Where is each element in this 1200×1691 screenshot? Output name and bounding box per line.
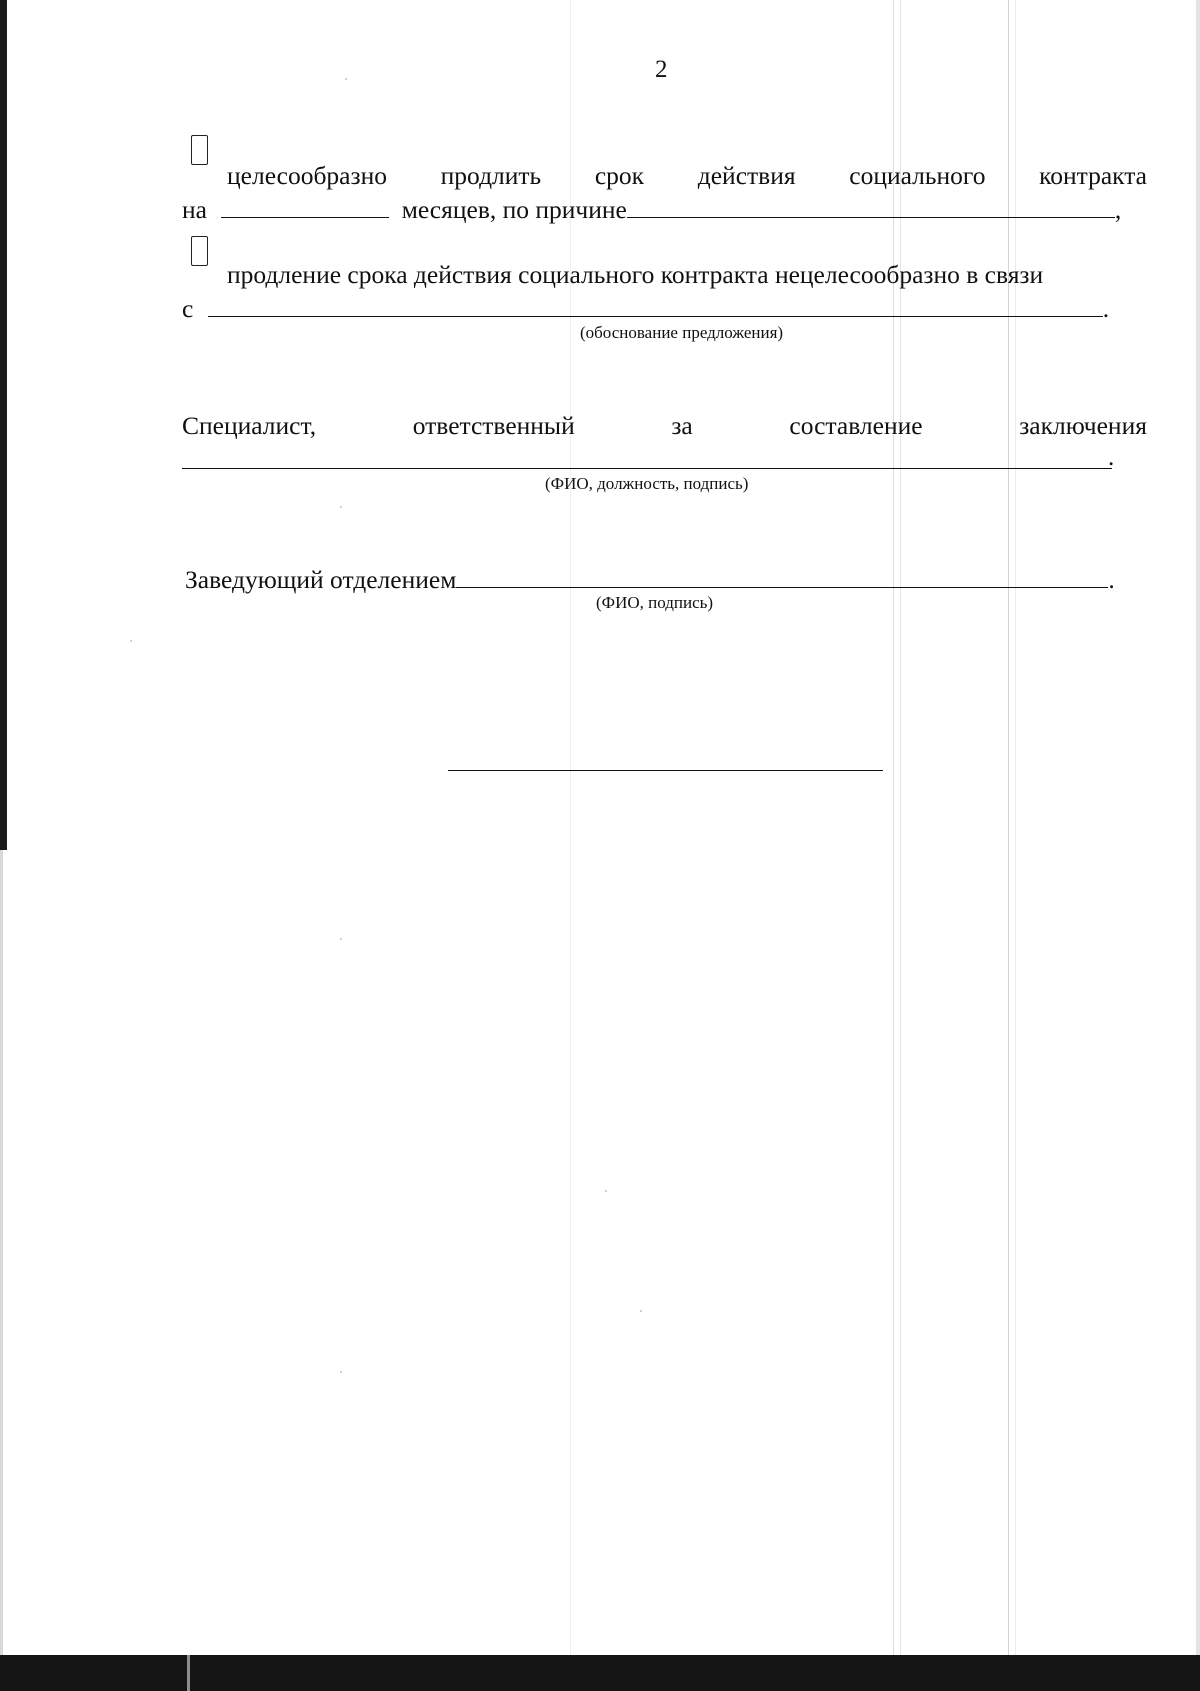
word: контракта [1039,161,1147,190]
head-line [185,561,1145,593]
word: действия [697,161,796,190]
scan-fold-line [1015,0,1016,1655]
scan-speck [640,1310,642,1312]
extend-line-2 [182,191,1147,223]
scan-speck [340,506,342,508]
scan-edge-left [0,0,7,850]
extend-middle: месяцев, по причине [401,195,627,224]
checkbox-extend[interactable] [191,135,208,165]
word: продлить [440,161,542,190]
justification-caption: (обоснование предложения) [580,323,784,342]
word: Специалист, [182,411,317,440]
word: заключения [1019,411,1147,440]
page-number: 2 [655,56,668,83]
extend-prefix: на [182,195,207,224]
scan-speck [345,78,347,80]
word: срок [594,161,645,190]
months-field[interactable] [221,191,389,218]
extend-end: , [1114,195,1122,224]
reason-field[interactable] [627,191,1115,218]
no-extend-end: . [1102,294,1110,323]
no-extend-prefix: с [182,294,194,323]
no-extend-line-1: продление срока действия социального контракта нецелесообразно в связи [227,260,1044,289]
no-extend-line-2 [182,290,1147,322]
specialist-caption: (ФИО, должность, подпись) [545,474,749,493]
word: целесообразно [227,161,387,190]
scan-speck [340,938,342,940]
scan-edge-bottom [0,1655,1200,1691]
scan-edge-right [1196,0,1200,1691]
word: ответственный [412,411,575,440]
closing-separator [448,770,883,771]
extend-line-1 [227,160,1147,192]
word: составление [789,411,923,440]
justification-field[interactable] [208,290,1103,317]
scan-fold-line [900,0,901,1655]
specialist-signature-field[interactable] [182,468,1112,469]
scan-speck [130,640,132,642]
head-caption: (ФИО, подпись) [596,593,714,612]
scan-speck [340,1371,342,1373]
word: за [671,411,693,440]
scan-fold-line [570,0,571,1655]
scan-speck [605,1190,607,1192]
scan-edge-left-thin [0,850,3,1691]
checkbox-no-extend[interactable] [191,236,208,266]
head-signature-field[interactable] [456,561,1108,588]
scan-fold-line [893,0,894,1655]
scan-fold-line [1008,0,1009,1655]
specialist-line [182,410,1147,442]
head-label: Заведующий отделением [185,565,457,594]
scan-edge-bottom-gap [187,1655,190,1691]
head-line-end: . [1108,565,1115,594]
specialist-line-end: . [1108,444,1115,471]
word: социального [849,161,986,190]
